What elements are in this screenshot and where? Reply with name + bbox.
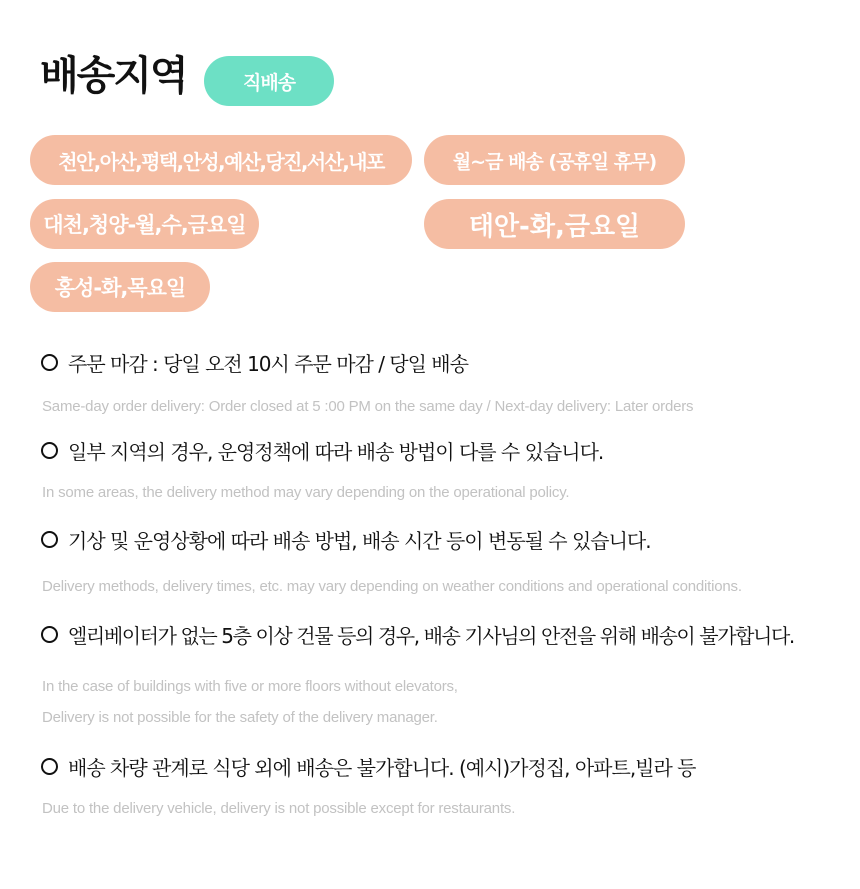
region-pill-daecheon: 대천,청양-월,수,금요일	[30, 199, 259, 249]
notice-elevator	[41, 620, 794, 649]
notice-text: 일부 지역의 경우, 운영정책에 따라 배송 방법이 다를 수 있습니다.	[68, 440, 604, 464]
notice-subtext: In some areas, the delivery method may vary depending on the operational policy.	[42, 484, 570, 501]
notice-text: 주문 마감 : 당일 오전 10시 주문 마감 / 당일 배송	[68, 352, 468, 376]
circle-bullet-icon	[41, 442, 58, 459]
notice-text: 배송 차량 관계로 식당 외에 배송은 불가합니다. (예시)가정집, 아파트,빌라 등	[68, 756, 696, 780]
notice-weather	[41, 525, 651, 554]
circle-bullet-icon	[41, 626, 58, 643]
notice-subtext: In the case of buildings with five or more floors without elevators,	[42, 678, 458, 695]
circle-bullet-icon	[41, 758, 58, 775]
notice-order-deadline	[41, 348, 468, 377]
notice-subtext: Delivery methods, delivery times, etc. may vary depending on weather conditions and operational conditions.	[42, 578, 742, 595]
notice-text: 엘리베이터가 없는 5층 이상 건물 등의 경우, 배송 기사님의 안전을 위해 배송이 불가합니다.	[68, 624, 794, 648]
notice-subtext: Same-day order delivery: Order closed at 5 :00 PM on the same day / Next-day delivery: Later orders	[42, 398, 694, 415]
notice-restaurant-only	[41, 752, 696, 781]
page-title: 배송지역	[40, 53, 187, 99]
circle-bullet-icon	[41, 354, 58, 371]
region-pill-taean: 태안-화,금요일	[424, 199, 685, 249]
notice-area-policy	[41, 436, 603, 465]
notice-subtext: Due to the delivery vehicle, delivery is not possible except for restaurants.	[42, 800, 516, 817]
region-pill-cheonan: 천안,아산,평택,안성,예산,당진,서산,내포	[30, 135, 412, 185]
region-pill-hongseong: 홍성-화,목요일	[30, 262, 210, 312]
circle-bullet-icon	[41, 531, 58, 548]
notice-subtext: Delivery is not possible for the safety of the delivery manager.	[42, 709, 438, 726]
delivery-type-badge: 직배송	[204, 56, 334, 106]
region-pill-schedule: 월~금 배송 (공휴일 휴무)	[424, 135, 685, 185]
notice-text: 기상 및 운영상황에 따라 배송 방법, 배송 시간 등이 변동될 수 있습니다.	[68, 529, 651, 553]
